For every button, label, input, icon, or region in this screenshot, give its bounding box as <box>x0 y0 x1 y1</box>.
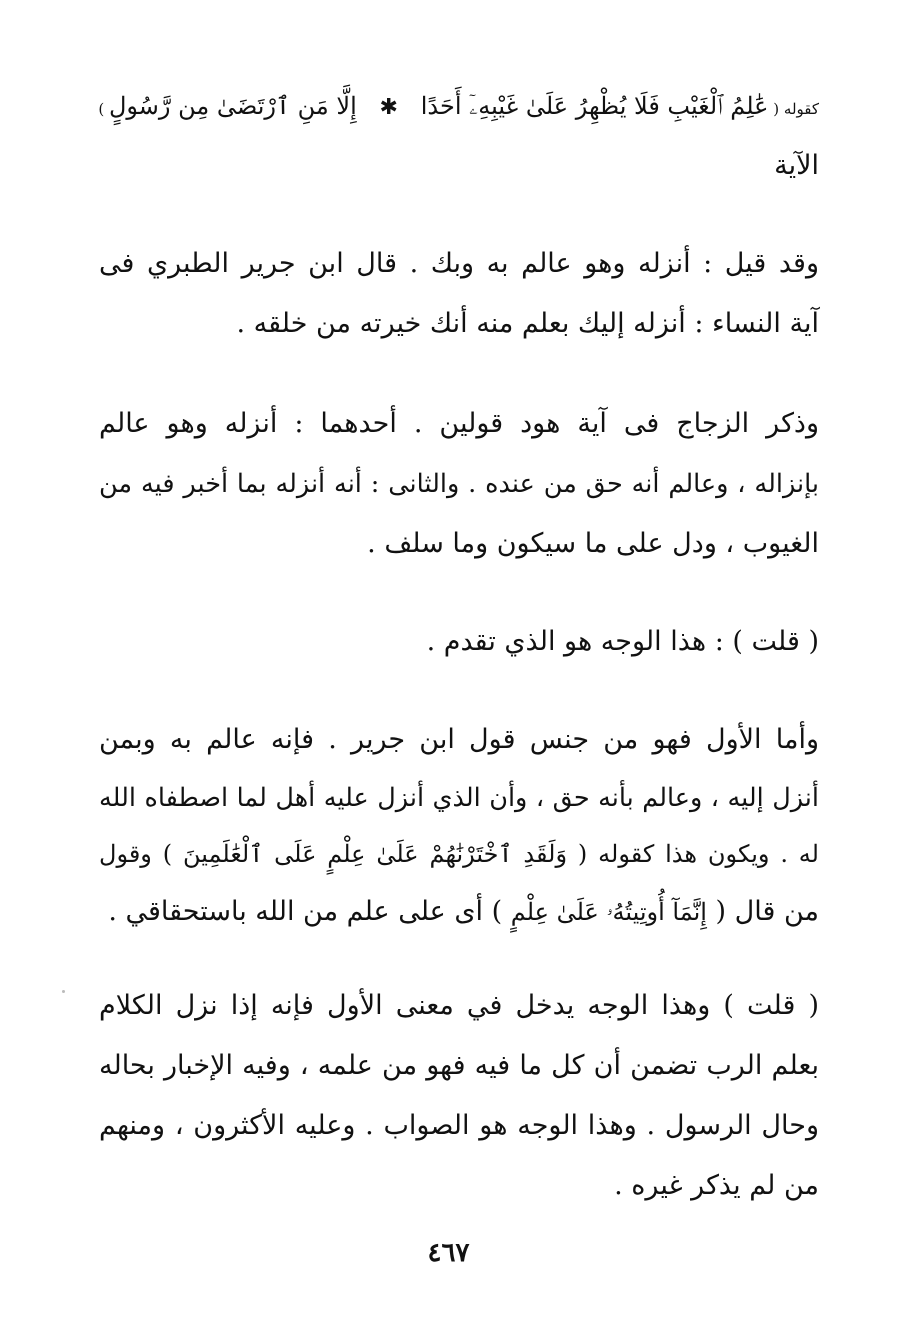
quran-verse-d: إِنَّمَآ أُوتِيتُهُۥ عَلَىٰ عِلْمٍ <box>510 898 707 926</box>
paragraph-5-line-1: ( قلت ) وهذا الوجه يدخل في معنى الأول فإنه إذا نزل الكلام <box>99 990 819 1021</box>
paragraph-2-line-1: وذكر الزجاج فى آية هود قولين . أحدهما : أنزله وهو عالم <box>99 408 819 439</box>
quran-verse-b: إِلَّا مَنِ ٱرْتَضَىٰ مِن رَّسُولٍ <box>108 92 357 120</box>
paragraph-4-line-1: وأما الأول فهو من جنس قول ابن جرير . فإنه عالم به وبمن <box>99 724 819 755</box>
paragraph-5-line-2: بعلم الرب تضمن أن كل ما فيه فهو من علمه ، وفيه الإخبار بحاله <box>99 1050 819 1081</box>
paragraph-4-line-4-end: ) أى على علم من الله باستحقاقي . <box>108 896 503 927</box>
paragraph-4-line-2: أنزل إليه ، وعالم بأنه حق ، وأن الذي أنزل عليه أهل لما اصطفاه الله <box>99 783 819 813</box>
paragraph-2-line-2: بإنزاله ، وعالم أنه حق من عنده . والثانى : أنه أنزله بما أخبر فيه من <box>99 469 819 499</box>
paragraph-4-line-3-end: ) وقول <box>99 840 173 868</box>
paragraph-4-line-4-text: من قال ( <box>715 896 819 927</box>
paragraph-2-line-3: الغيوب ، ودل على ما سيكون وما سلف . <box>367 528 819 559</box>
quran-verse-c: وَلَقَدِ ٱخْتَرْنَٰهُمْ عَلَىٰ عِلْمٍ عَلَى ٱلْعَٰلَمِينَ <box>182 840 568 868</box>
quran-verse-a: عَٰلِمُ ٱلْغَيْبِ فَلَا يُظْهِرُ عَلَىٰ غَيْبِهِۦٓ أَحَدًا <box>420 92 769 120</box>
paragraph-1-line-1: وقد قيل : أنزله وهو عالم به وبك . قال ابن جرير الطبري فى <box>99 248 819 279</box>
verse-ayah-label: الآية <box>774 150 819 181</box>
paragraph-5-line-4: من لم يذكر غيره . <box>614 1170 819 1201</box>
paragraph-4-line-4 <box>99 892 819 932</box>
verse-suffix: ) <box>98 100 105 118</box>
paragraph-1-line-2: آية النساء : أنزله إليك بعلم منه أنك خيرته من خلقه . <box>236 308 819 339</box>
scan-speck <box>62 990 65 993</box>
paragraph-5-line-3: وحال الرسول . وهذا الوجه هو الصواب . وعليه الأكثرون ، ومنهم <box>99 1110 819 1141</box>
verse-separator-star-icon: ✱ <box>379 95 398 120</box>
paragraph-3-line-1: ( قلت ) : هذا الوجه هو الذي تقدم . <box>426 626 819 657</box>
verse-line-2 <box>99 146 819 186</box>
page-number: ٤٦٧ <box>427 1238 470 1268</box>
verse-line-1 <box>99 86 819 129</box>
paragraph-4-line-3-text: له . ويكون هذا كقوله ( <box>577 840 819 868</box>
paragraph-4-line-3 <box>99 834 819 874</box>
verse-prefix: كقوله ( <box>773 100 819 118</box>
